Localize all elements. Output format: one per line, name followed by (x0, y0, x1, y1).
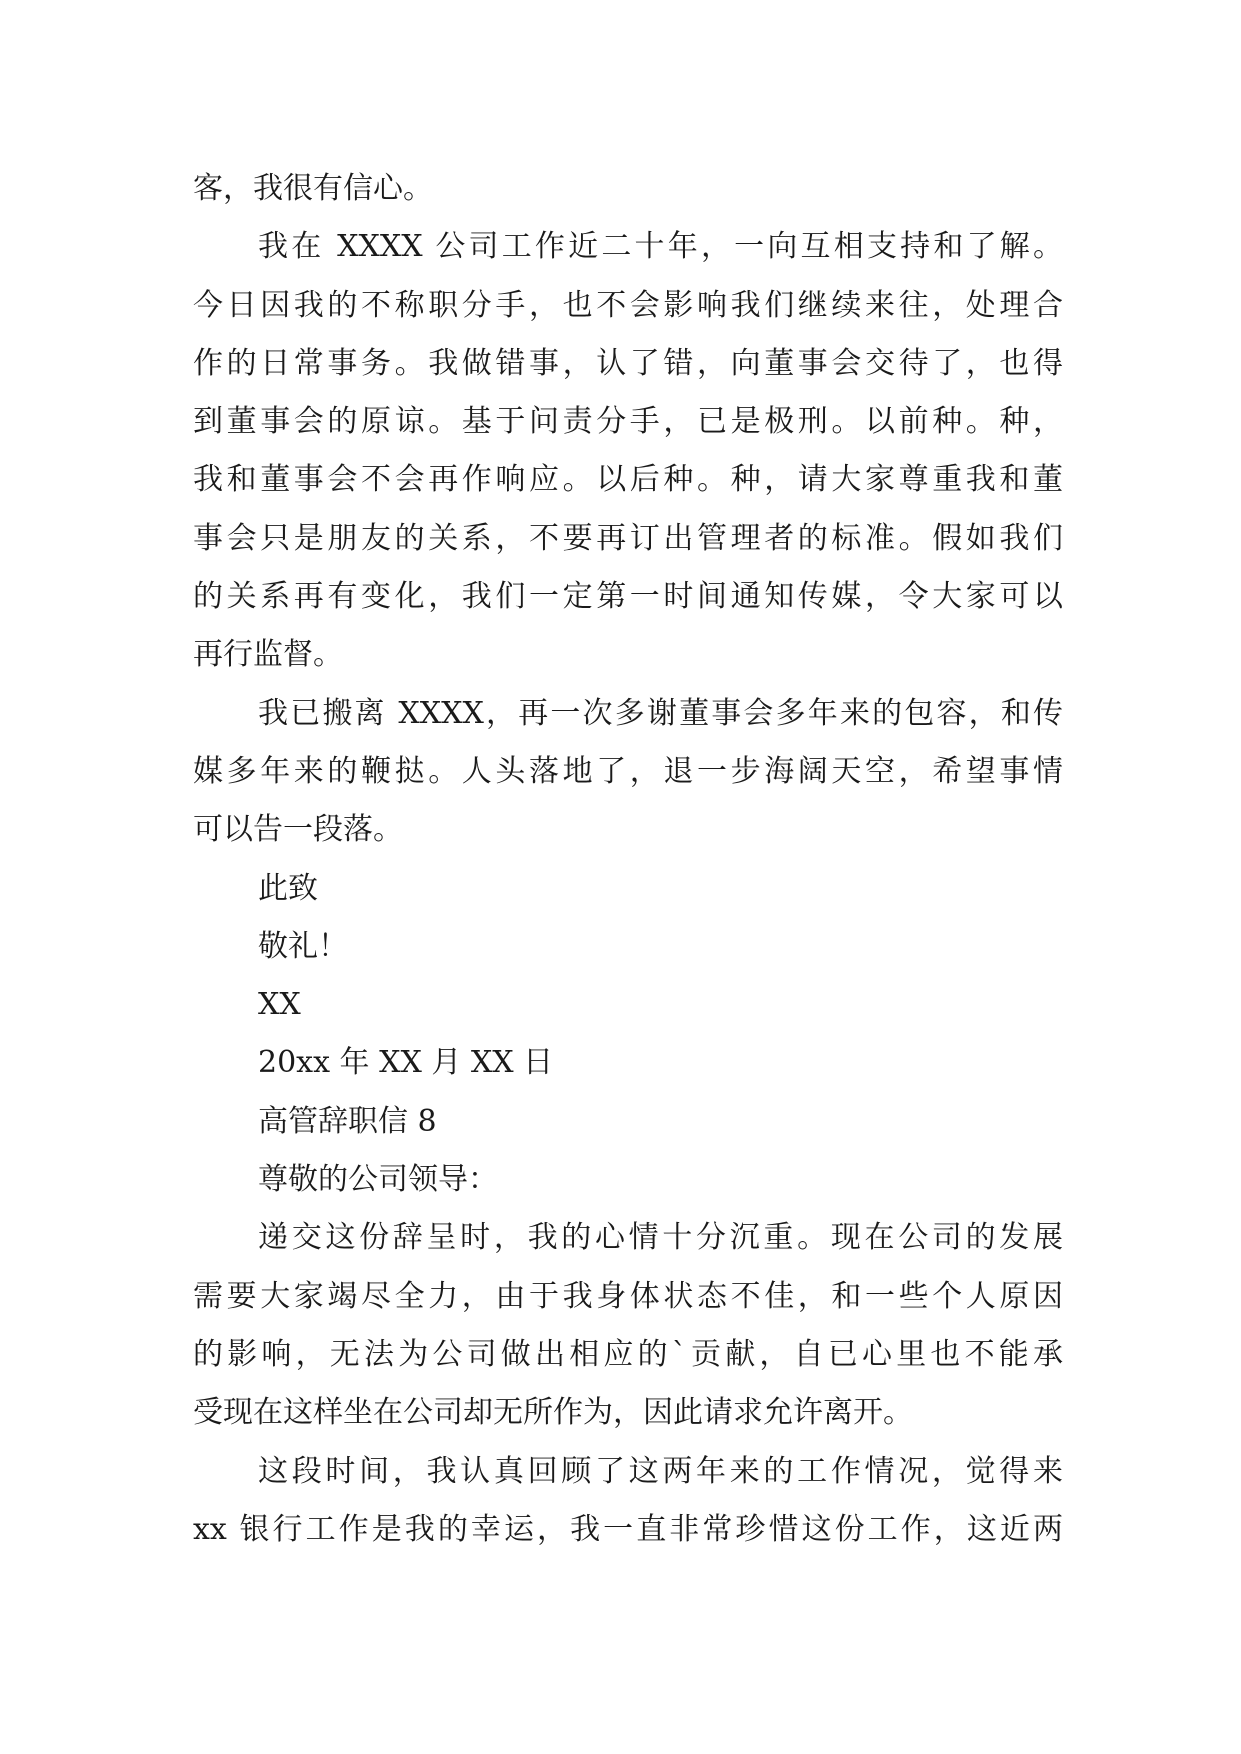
text-line: 事会只是朋友的关系，不要再订出管理者的标准。假如我们 (193, 520, 1063, 556)
text-line: 媒多年来的鞭挞。人头落地了，退一步海阔天空，希望事情 (193, 753, 1063, 789)
text-line: 这段时间，我认真回顾了这两年来的工作情况，觉得来 (258, 1453, 1063, 1489)
text-line: 我已搬离 XXXX，再一次多谢董事会多年来的包容，和传 (258, 695, 1063, 731)
text-line: 需要大家竭尽全力，由于我身体状态不佳，和一些个人原因 (193, 1278, 1063, 1314)
text-line: 今日因我的不称职分手，也不会影响我们继续来往，处理合 (193, 287, 1063, 323)
text-line: 我在 XXXX 公司工作近二十年，一向互相支持和了解。 (258, 229, 1063, 265)
text-line: 尊敬的公司领导： (258, 1162, 498, 1198)
text-line: XX (258, 987, 301, 1023)
text-line: 我和董事会不会再作响应。以后种。种，请大家尊重我和董 (193, 462, 1063, 498)
text-line: 的关系再有变化，我们一定第一时间通知传媒，令大家可以 (193, 579, 1063, 615)
text-line: 客，我很有信心。 (193, 171, 433, 206)
text-line: 可以告一段落。 (193, 812, 403, 848)
letter-body (193, 160, 1063, 1559)
text-line: 20xx 年 XX 月 XX 日 (258, 1045, 554, 1081)
text-line: 作的日常事务。我做错事，认了错，向董事会交待了，也得 (193, 345, 1063, 381)
text-line: 受现在这样坐在公司却无所作为，因此请求允许离开。 (193, 1395, 913, 1431)
text-line: 再行监督。 (193, 637, 343, 673)
text-line: 高管辞职信 8 (258, 1103, 437, 1139)
text-line: xx 银行工作是我的幸运，我一直非常珍惜这份工作，这近两 (193, 1511, 1063, 1547)
text-line: 此致 (258, 870, 318, 906)
text-line: 到董事会的原谅。基于问责分手，已是极刑。以前种。种， (193, 404, 1063, 440)
text-line: 敬礼！ (258, 928, 348, 964)
text-line: 的影响，无法为公司做出相应的`贡献，自已心里也不能承 (193, 1336, 1063, 1372)
text-line: 递交这份辞呈时，我的心情十分沉重。现在公司的发展 (258, 1220, 1063, 1256)
